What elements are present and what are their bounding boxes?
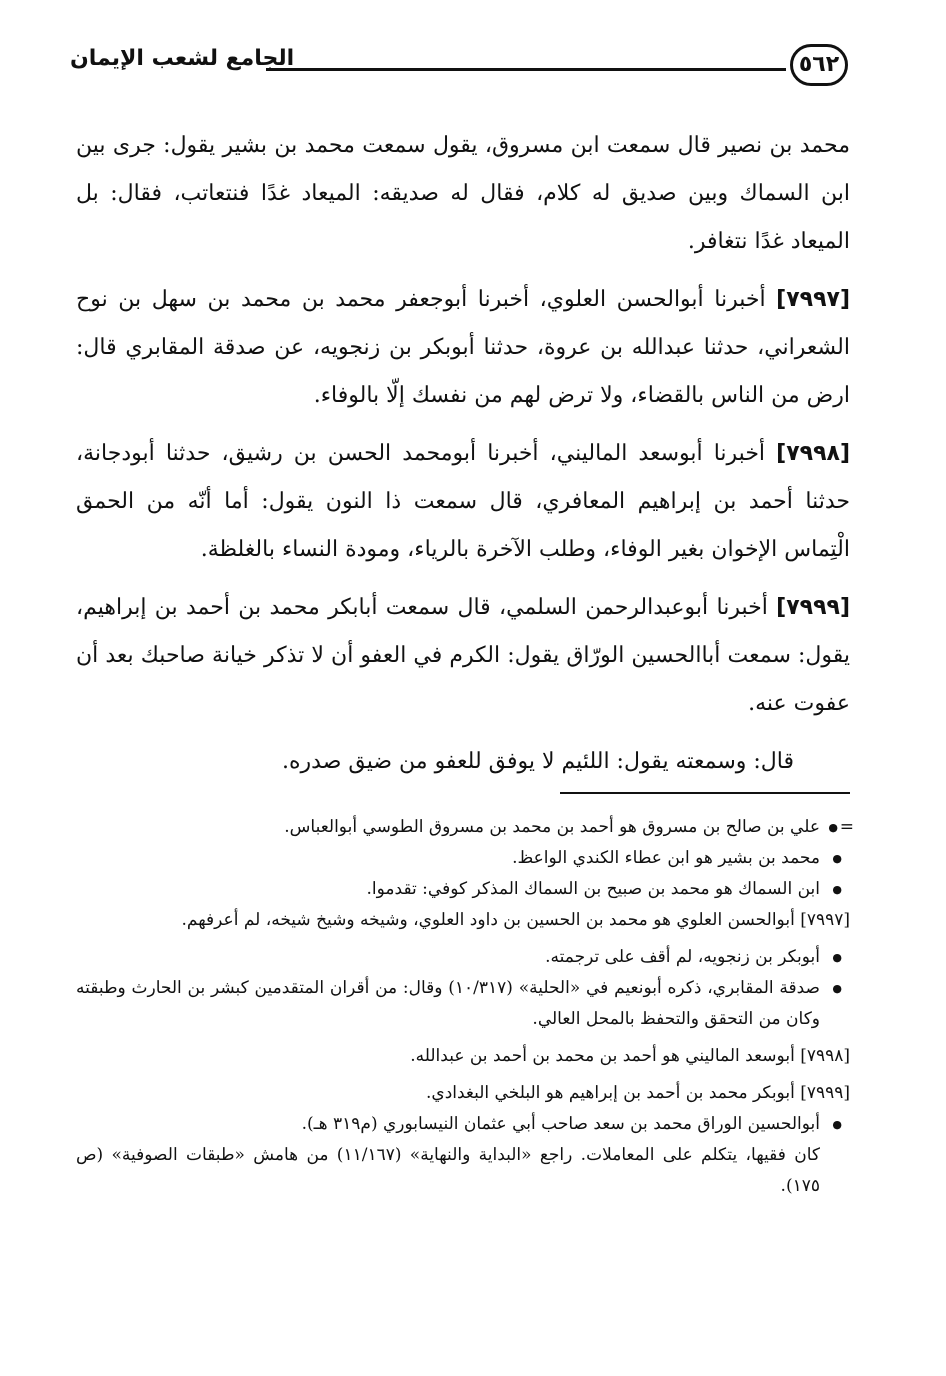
footnote: [٧٩٩٨] أبوسعد الماليني هو أحمد بن محمد بن أحمد بن عبدالله.: [410, 1046, 850, 1066]
paragraph: [76, 122, 850, 266]
hadith-7997: [76, 276, 850, 420]
header-rule: [266, 68, 786, 71]
hadith-text: أخبرنا أبوسعد الماليني، أخبرنا أبومحمد الحسن بن رشيق، حدثنا أبودجانة، حدثنا أحمد بن إبراهيم المعافري، قال سمعت ذا النون يقول: أما أنّه من الحمق الْتِماس الإخوان بغير الوفاء، وطلب الآخرة بالرياء، ومودة النساء بالغلظة.: [76, 441, 851, 562]
page-number: ٥٦٢: [790, 44, 848, 86]
footnote: [٧٩٩٩] أبوبكر محمد بن أحمد بن إبراهيم هو البلخي البغدادي.: [425, 1083, 850, 1103]
footnote: ● محمد بن بشير هو ابن عطاء الكندي الواعظ.: [76, 843, 850, 874]
hadith-7998: [76, 430, 850, 574]
hadith-number: [٧٩٩٧]: [776, 287, 850, 312]
paragraph: [76, 738, 850, 786]
footnote: ● = علي بن صالح بن مسروق هو أحمد بن محمد بن مسروق الطوسي أبوالعباس.: [76, 812, 850, 843]
hadith-number: [٧٩٩٩]: [776, 595, 850, 620]
footnote: ● ابن السماك هو محمد بن صبيح بن السماك المذكر كوفي: تقدموا.: [76, 874, 850, 905]
footnotes: [76, 812, 854, 1202]
hadith-number: [٧٩٩٨]: [776, 441, 850, 466]
hadith-text: أخبرنا أبوعبدالرحمن السلمي، قال سمعت أبابكر محمد بن أحمد بن إبراهيم، يقول: سمعت أباالحسين الورّاق يقول: الكرم في العفو أن لا تذكر خيانة صاحبك بعد أن عفوت عنه.: [76, 595, 850, 716]
footnote: ● أبوالحسين الوراق محمد بن سعد صاحب أبي عثمان النيسابوري (م٣١٩ هـ).: [76, 1109, 850, 1140]
footnote: ● أبوبكر بن زنجويه، لم أقف على ترجمته.: [76, 942, 850, 973]
footnote: ● صدقة المقابري، ذكره أبونعيم في «الحلية» (١٠/٣١٧) وقال: من أقران المتقدمين كبشر بن الحارث وطبقته وكان من التحقق والتحفظ بالمحل العالي.: [76, 973, 850, 1035]
footnote: [٧٩٩٧] أبوالحسن العلوي هو محمد بن الحسين بن داود العلوي، وشيخه وشيخ شيخه، لم أعرفهم.: [181, 910, 850, 930]
paragraph-text: محمد بن نصير قال سمعت ابن مسروق، يقول سمعت محمد بن بشير يقول: جرى بين ابن السماك وبين صديق له كلام، فقال له صديقه: الميعاد غدًا فنتعاتب، فقال: بل الميعاد غدًا نتغافر.: [76, 133, 850, 254]
book-title: الجامع لشعب الإيمان: [70, 46, 295, 71]
page-header: [70, 44, 848, 94]
paragraph-text: قال: وسمعته يقول: اللئيم لا يوفق للعفو من ضيق صدره.: [282, 749, 794, 774]
hadith-7999: [76, 584, 850, 728]
footnote: كان فقيها، يتكلم على المعاملات. راجع «البداية والنهاية» (١١/١٦٧) من هامش «طبقات الصوفية» (ص ١٧٥).: [76, 1145, 820, 1196]
continuation-mark: ● =: [839, 817, 854, 837]
main-text: [76, 122, 850, 796]
footnote-separator: [560, 792, 850, 794]
hadith-text: أخبرنا أبوالحسن العلوي، أخبرنا أبوجعفر محمد بن محمد بن سهل بن نوح الشعراني، حدثنا عبدالله بن عروة، حدثنا أبوبكر بن زنجويه، عن صدقة المقابري قال: ارض من الناس بالقضاء، ولا ترض لهم من نفسك إلّا بالوفاء.: [76, 287, 850, 408]
